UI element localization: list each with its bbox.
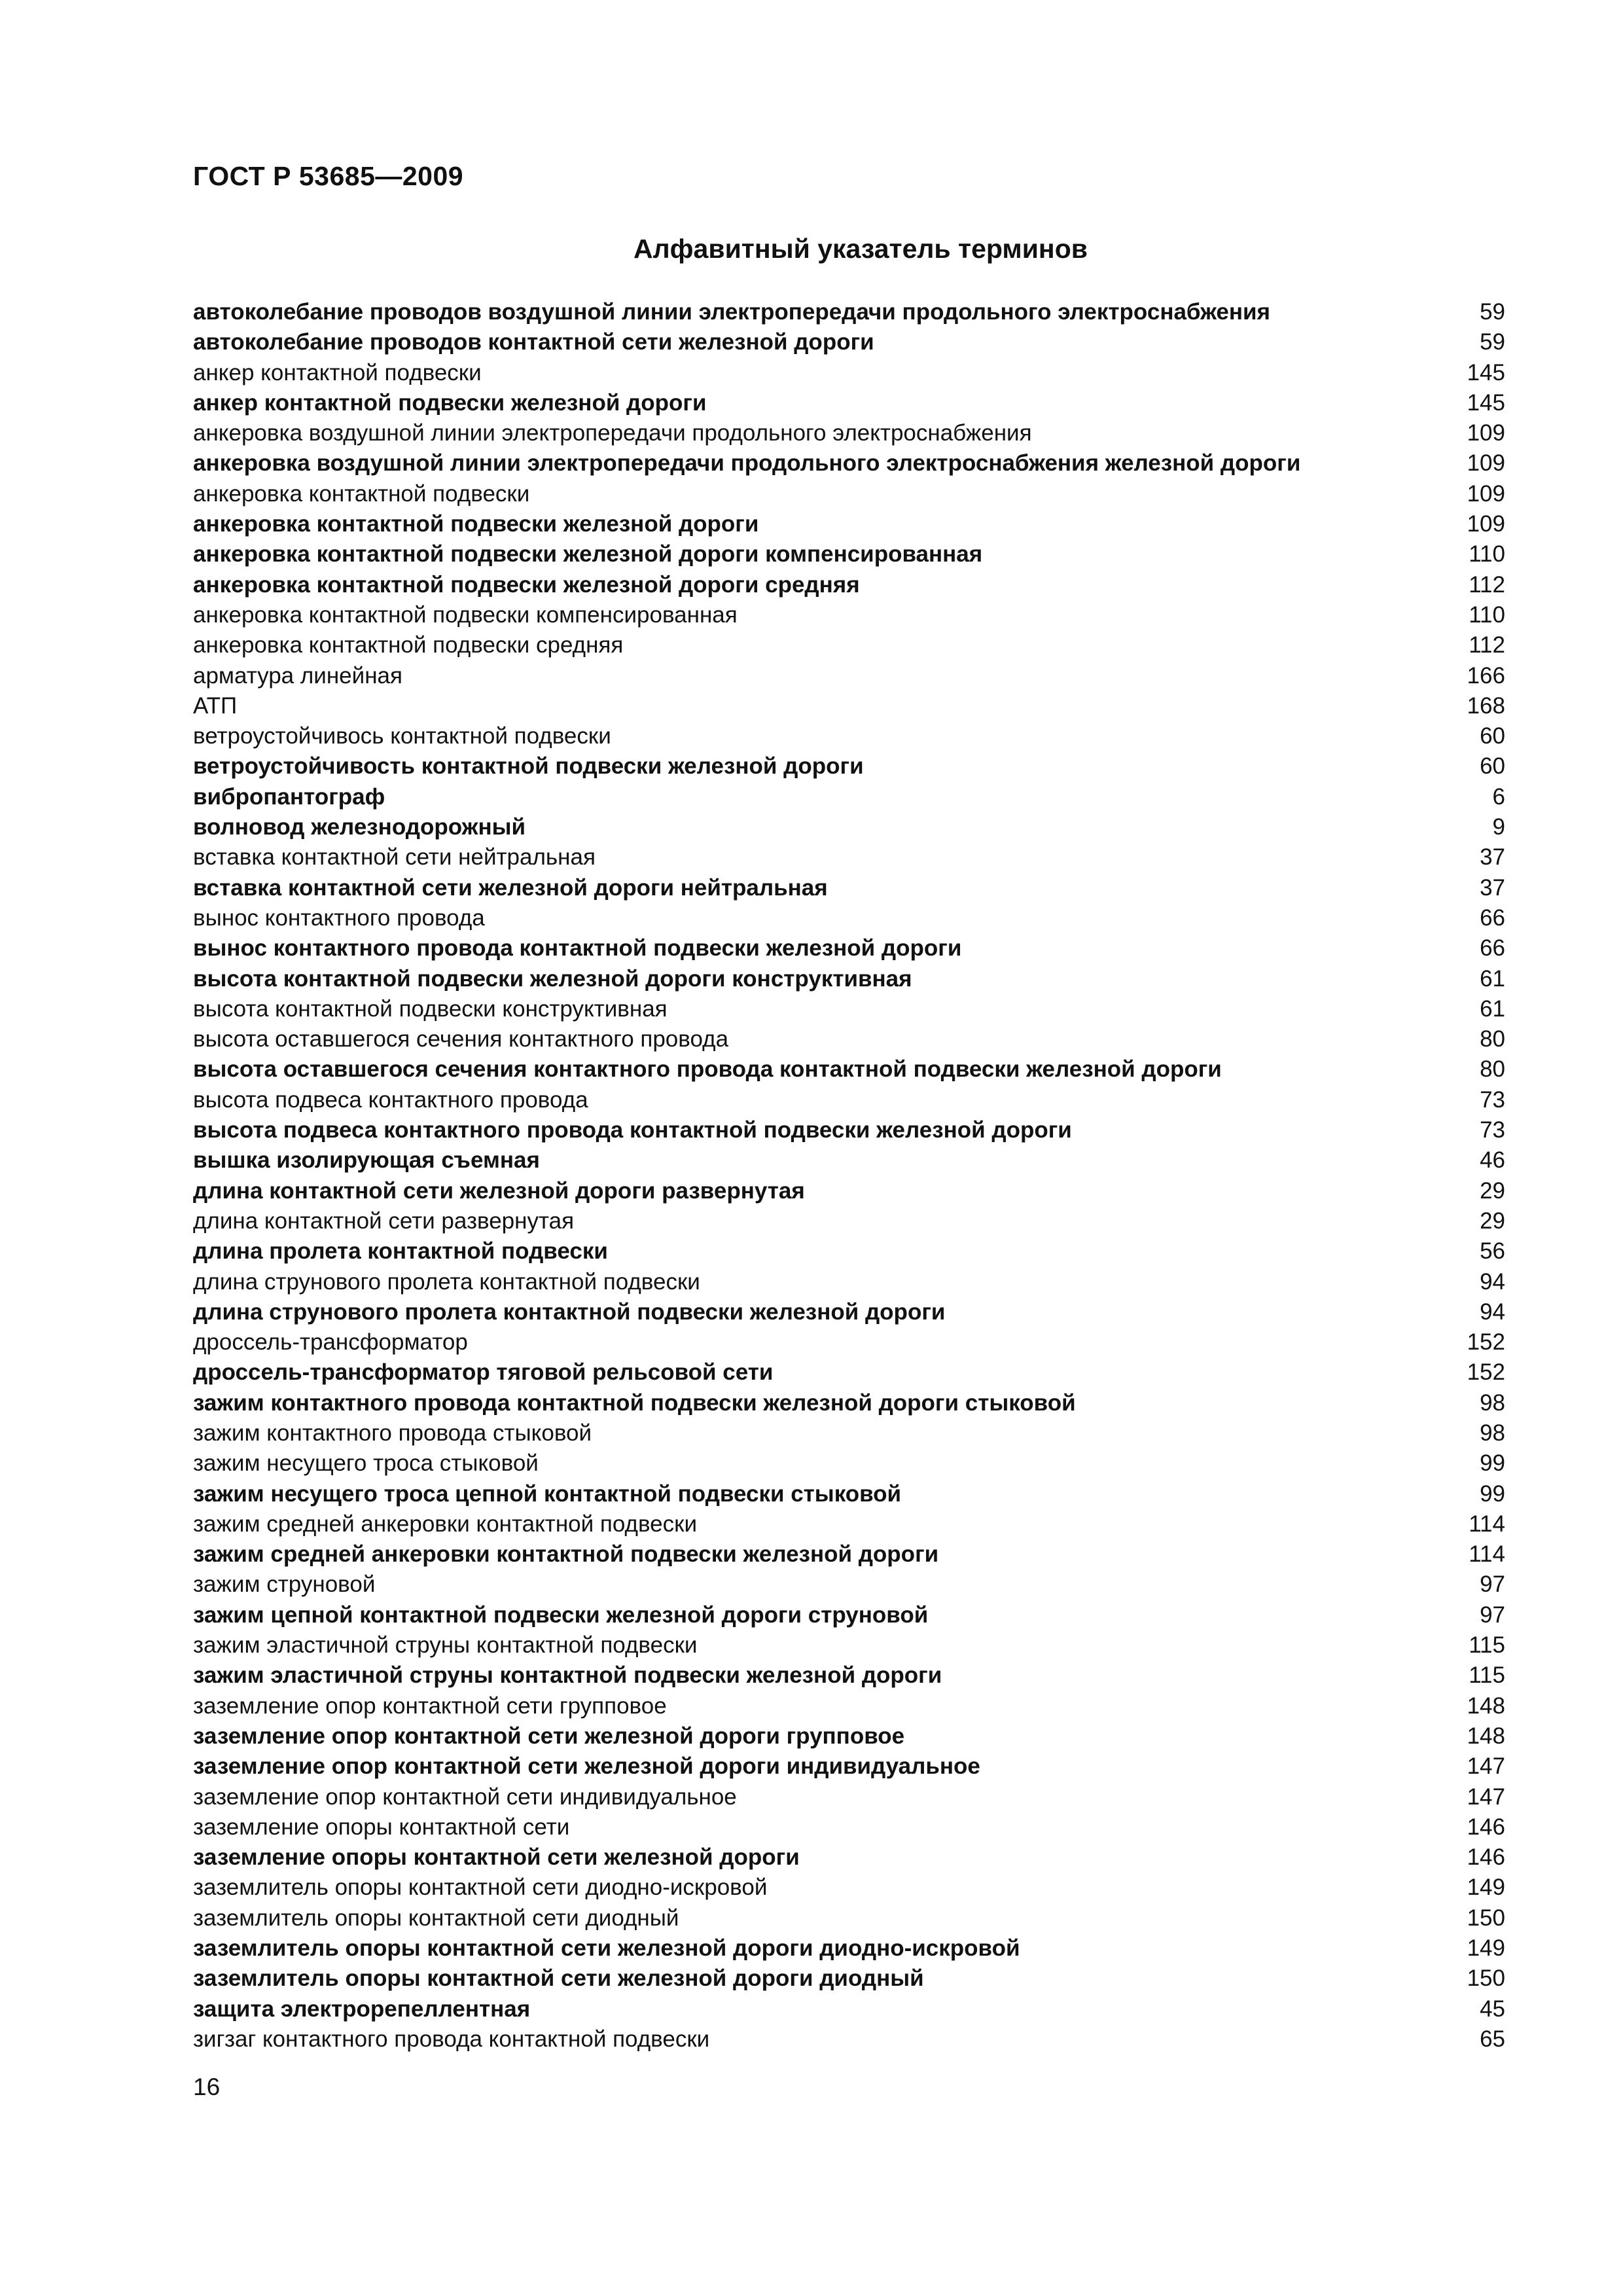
index-page-ref: 109 — [1467, 450, 1505, 476]
index-page-ref: 98 — [1480, 1390, 1505, 1416]
index-term: зигзаг контактного провода контактной подвески — [193, 2026, 710, 2052]
index-term: заземление опор контактной сети групповое — [193, 1693, 667, 1719]
index-term: заземление опоры контактной сети — [193, 1814, 570, 1840]
index-page-ref: 114 — [1469, 1511, 1505, 1537]
index-page-ref: 150 — [1467, 1965, 1505, 1992]
index-term: вынос контактного провода — [193, 905, 485, 931]
index-term: заземлитель опоры контактной сети железной дороги диодный — [193, 1965, 924, 1992]
index-page-ref: 145 — [1467, 359, 1505, 386]
index-entry — [193, 782, 1505, 812]
index-entry — [193, 1418, 1505, 1448]
index-entry — [193, 600, 1505, 630]
index-page-ref: 66 — [1480, 905, 1505, 931]
index-entry — [193, 812, 1505, 842]
index-term: анкеровка контактной подвески железной дороги компенсированная — [193, 541, 983, 567]
index-entry — [193, 1964, 1505, 1994]
document-code: ГОСТ Р 53685—2009 — [193, 161, 464, 191]
index-page-ref: 115 — [1469, 1662, 1505, 1689]
index-page-ref: 97 — [1480, 1602, 1505, 1628]
index-page-ref: 115 — [1469, 1632, 1505, 1659]
index-page-ref: 110 — [1469, 541, 1505, 567]
index-term: заземлитель опоры контактной сети диодный — [193, 1905, 679, 1931]
index-entry — [193, 1357, 1505, 1388]
index-entry — [193, 994, 1505, 1024]
index-page-ref: 37 — [1480, 844, 1505, 870]
index-entry — [193, 1630, 1505, 1660]
index-term: заземление опор контактной сети железной дороги индивидуальное — [193, 1753, 980, 1780]
index-term: анкеровка воздушной линии электропередачи продольного электроснабжения — [193, 420, 1032, 446]
index-page-ref: 109 — [1467, 511, 1505, 537]
index-entry — [193, 1903, 1505, 1933]
index-term: анкеровка контактной подвески компенсированная — [193, 601, 738, 628]
index-term: анкеровка контактной подвески железной дороги — [193, 511, 759, 537]
index-entry — [193, 1297, 1505, 1327]
index-page-ref: 148 — [1467, 1693, 1505, 1719]
index-term: длина струнового пролета контактной подвески железной дороги — [193, 1299, 946, 1325]
index-term: зажим средней анкеровки контактной подвески — [193, 1511, 697, 1537]
index-page-ref: 147 — [1467, 1784, 1505, 1810]
index-page-ref: 66 — [1480, 935, 1505, 961]
index-term: волновод железнодорожный — [193, 814, 526, 840]
index-page-ref: 150 — [1467, 1905, 1505, 1931]
index-entry — [193, 297, 1505, 327]
index-entry — [193, 1539, 1505, 1570]
index-page-ref: 29 — [1480, 1208, 1505, 1234]
index-page-ref: 61 — [1480, 965, 1505, 992]
index-term: высота оставшегося сечения контактного провода — [193, 1026, 729, 1052]
index-term: высота контактной подвески конструктивная — [193, 996, 668, 1022]
index-entry — [193, 418, 1505, 448]
index-entry — [193, 1145, 1505, 1175]
index-term: анкер контактной подвески — [193, 359, 482, 386]
index-entry — [193, 539, 1505, 569]
index-entry — [193, 358, 1505, 388]
index-page-ref: 94 — [1480, 1268, 1505, 1295]
index-page-ref: 56 — [1480, 1238, 1505, 1265]
index-term: анкеровка контактной подвески — [193, 480, 530, 507]
index-term: заземление опор контактной сети железной дороги групповое — [193, 1723, 905, 1749]
index-page-ref: 166 — [1467, 662, 1505, 689]
index-page-ref: 80 — [1480, 1026, 1505, 1052]
index-page-ref: 152 — [1467, 1359, 1505, 1386]
index-term: заземление опоры контактной сети железной дороги — [193, 1844, 800, 1871]
index-entry — [193, 661, 1505, 691]
index-term: высота оставшегося сечения контактного провода контактной подвески железной дороги — [193, 1056, 1222, 1083]
index-term: анкеровка воздушной линии электропередачи продольного электроснабжения железной дороги — [193, 450, 1301, 476]
index-entry — [193, 327, 1505, 357]
index-page-ref: 99 — [1480, 1450, 1505, 1477]
index-term: зажим контактного провода стыковой — [193, 1420, 592, 1446]
index-page-ref: 149 — [1467, 1874, 1505, 1901]
index-entry — [193, 873, 1505, 903]
index-term: высота контактной подвески железной дороги конструктивная — [193, 965, 912, 992]
index-entry — [193, 388, 1505, 418]
index-page-ref: 146 — [1467, 1844, 1505, 1871]
index-term: анкеровка контактной подвески железной дороги средняя — [193, 571, 860, 598]
term-index-list — [193, 297, 1505, 2054]
index-entry — [193, 842, 1505, 872]
index-page-ref: 59 — [1480, 329, 1505, 355]
index-entry — [193, 1085, 1505, 1115]
index-page-ref: 73 — [1480, 1117, 1505, 1143]
index-page-ref: 109 — [1467, 480, 1505, 507]
index-entry — [193, 1721, 1505, 1751]
index-page-ref: 65 — [1480, 2026, 1505, 2052]
index-term: АТП — [193, 692, 238, 719]
index-term: ветроустойчивось контактной подвески — [193, 723, 611, 749]
index-entry — [193, 691, 1505, 721]
index-entry — [193, 479, 1505, 509]
index-term: вибропантограф — [193, 783, 385, 810]
index-entry — [193, 1206, 1505, 1236]
index-term: длина пролета контактной подвески — [193, 1238, 608, 1265]
index-entry — [193, 2024, 1505, 2054]
index-entry — [193, 1691, 1505, 1721]
index-page-ref: 110 — [1469, 601, 1505, 628]
index-entry — [193, 1115, 1505, 1145]
index-term: заземление опор контактной сети индивидуальное — [193, 1784, 737, 1810]
index-entry — [193, 630, 1505, 660]
index-entry — [193, 1479, 1505, 1509]
index-term: длина струнового пролета контактной подвески — [193, 1268, 700, 1295]
index-page-ref: 99 — [1480, 1480, 1505, 1507]
index-page-ref: 61 — [1480, 996, 1505, 1022]
index-page-ref: 149 — [1467, 1935, 1505, 1962]
index-term: длина контактной сети железной дороги развернутая — [193, 1177, 805, 1204]
index-entry — [193, 1873, 1505, 1903]
index-entry — [193, 1388, 1505, 1418]
index-term: защита электрорепеллентная — [193, 1996, 531, 2022]
index-term: автоколебание проводов воздушной линии электропередачи продольного электроснабжения — [193, 299, 1270, 325]
index-page-ref: 97 — [1480, 1571, 1505, 1598]
index-term: заземлитель опоры контактной сети железной дороги диодно-искровой — [193, 1935, 1020, 1962]
index-term: зажим контактного провода контактной подвески железной дороги стыковой — [193, 1390, 1076, 1416]
index-term: зажим цепной контактной подвески железной дороги струновой — [193, 1602, 929, 1628]
index-term: ветроустойчивость контактной подвески железной дороги — [193, 753, 864, 780]
index-entry — [193, 1024, 1505, 1054]
index-page-ref: 45 — [1480, 1996, 1505, 2022]
index-entry — [193, 903, 1505, 933]
index-page-ref: 59 — [1480, 299, 1505, 325]
index-term: анкеровка контактной подвески средняя — [193, 632, 624, 658]
index-entry — [193, 1327, 1505, 1357]
index-term: заземлитель опоры контактной сети диодно-искровой — [193, 1874, 768, 1901]
index-page-ref: 6 — [1492, 783, 1505, 810]
index-term: арматура линейная — [193, 662, 402, 689]
index-entry — [193, 570, 1505, 600]
index-page-ref: 60 — [1480, 723, 1505, 749]
index-term: зажим несущего троса стыковой — [193, 1450, 539, 1477]
index-entry — [193, 1054, 1505, 1085]
index-entry — [193, 1600, 1505, 1630]
index-term: зажим несущего троса цепной контактной подвески стыковой — [193, 1480, 902, 1507]
index-entry — [193, 1842, 1505, 1873]
index-page-ref: 29 — [1480, 1177, 1505, 1204]
index-entry — [193, 1933, 1505, 1964]
index-term: вынос контактного провода контактной подвески железной дороги — [193, 935, 962, 961]
index-entry — [193, 1782, 1505, 1812]
index-page-ref: 112 — [1469, 632, 1505, 658]
index-entry — [193, 1570, 1505, 1600]
index-term: вставка контактной сети нейтральная — [193, 844, 596, 870]
index-term: анкер контактной подвески железной дороги — [193, 389, 707, 416]
index-entry — [193, 1236, 1505, 1266]
index-entry — [193, 1267, 1505, 1297]
index-page-ref: 60 — [1480, 753, 1505, 780]
page-title: Алфавитный указатель терминов — [633, 234, 1088, 264]
index-entry — [193, 751, 1505, 781]
index-entry — [193, 1751, 1505, 1782]
index-page-ref: 112 — [1469, 571, 1505, 598]
index-page-ref: 98 — [1480, 1420, 1505, 1446]
index-entry — [193, 1509, 1505, 1539]
index-entry — [193, 1994, 1505, 2024]
index-entry — [193, 448, 1505, 478]
index-page-ref: 145 — [1467, 389, 1505, 416]
index-term: высота подвеса контактного провода контактной подвески железной дороги — [193, 1117, 1072, 1143]
index-page-ref: 37 — [1480, 874, 1505, 901]
index-term: дроссель-трансформатор тяговой рельсовой сети — [193, 1359, 774, 1386]
index-term: зажим эластичной струны контактной подвески железной дороги — [193, 1662, 942, 1689]
index-entry — [193, 1660, 1505, 1691]
index-page-ref: 94 — [1480, 1299, 1505, 1325]
index-term: зажим эластичной струны контактной подвески — [193, 1632, 698, 1659]
index-term: вышка изолирующая съемная — [193, 1147, 540, 1174]
index-page-ref: 147 — [1467, 1753, 1505, 1780]
index-page-ref: 73 — [1480, 1086, 1505, 1113]
index-page-ref: 168 — [1467, 692, 1505, 719]
index-entry — [193, 933, 1505, 963]
index-term: зажим средней анкеровки контактной подвески железной дороги — [193, 1541, 939, 1568]
index-entry — [193, 964, 1505, 994]
index-entry — [193, 1448, 1505, 1479]
index-term: автоколебание проводов контактной сети железной дороги — [193, 329, 874, 355]
index-page-ref: 114 — [1469, 1541, 1505, 1568]
index-term: дроссель-трансформатор — [193, 1329, 468, 1355]
index-entry — [193, 721, 1505, 751]
index-page-ref: 80 — [1480, 1056, 1505, 1083]
index-term: зажим струновой — [193, 1571, 376, 1598]
index-page-ref: 146 — [1467, 1814, 1505, 1840]
index-entry — [193, 1812, 1505, 1842]
index-term: вставка контактной сети железной дороги нейтральная — [193, 874, 828, 901]
index-page-ref: 9 — [1492, 814, 1505, 840]
index-term: высота подвеса контактного провода — [193, 1086, 588, 1113]
page-number: 16 — [193, 2073, 221, 2100]
index-entry — [193, 1176, 1505, 1206]
index-term: длина контактной сети развернутая — [193, 1208, 575, 1234]
index-page-ref: 152 — [1467, 1329, 1505, 1355]
index-page-ref: 109 — [1467, 420, 1505, 446]
index-entry — [193, 509, 1505, 539]
index-page-ref: 46 — [1480, 1147, 1505, 1174]
index-page-ref: 148 — [1467, 1723, 1505, 1749]
